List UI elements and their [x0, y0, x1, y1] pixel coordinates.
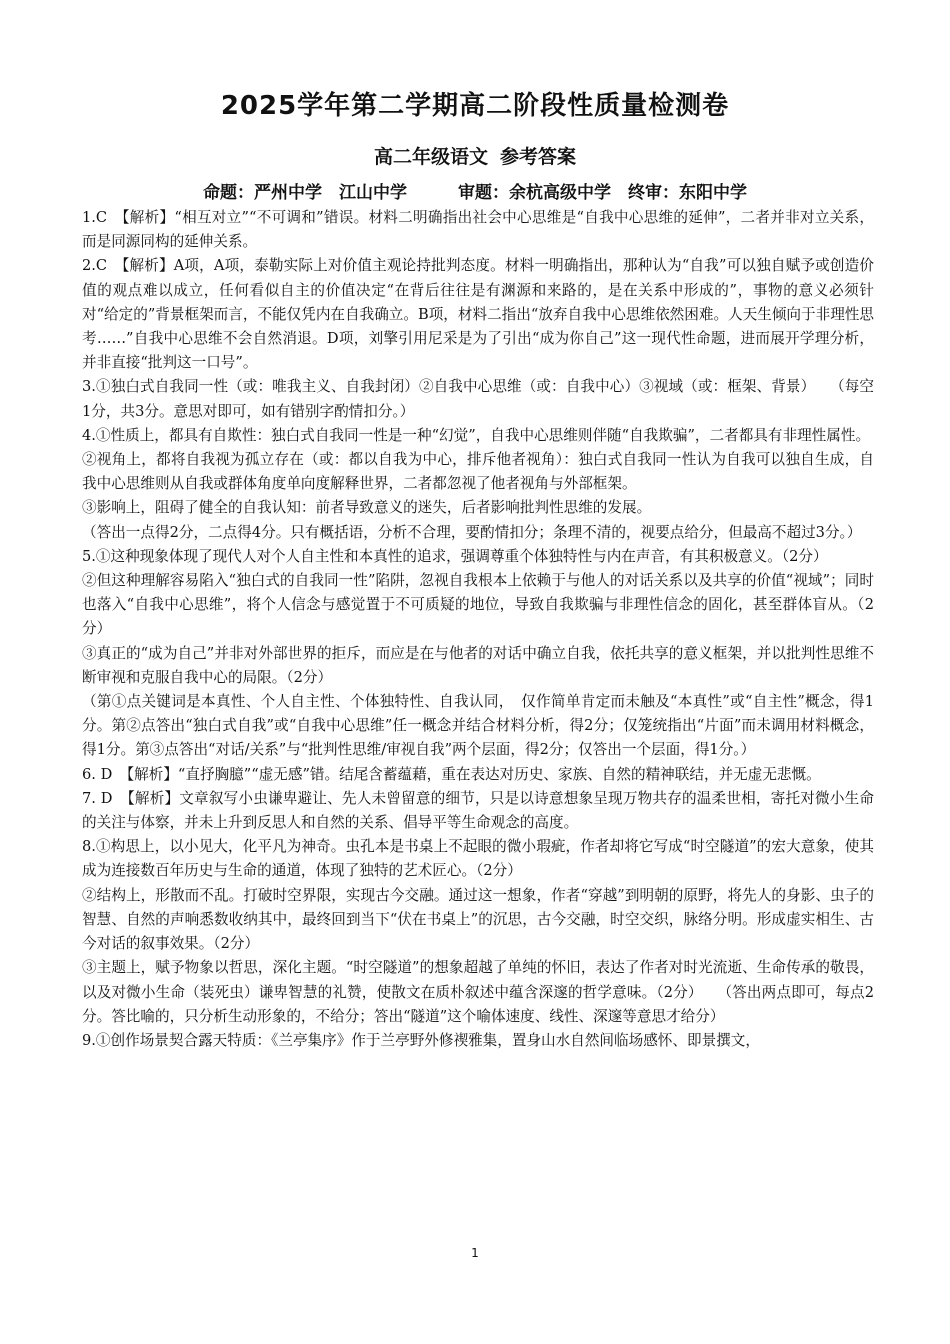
answer-paragraph: 6. D 【解析】“直抒胸臆”“虚无感”错。结尾含蓄蕴藉，重在表达对历史、家族、自然的精神联结，并无虚无悲慨。 [82, 765, 821, 783]
author-line-reviewers: 审题：余杭高级中学 终审：东阳中学 [458, 183, 747, 203]
document-subtitle [0, 143, 950, 171]
answer-paragraph: 1.C 【解析】“相互对立”“不可调和”错误。材料二明确指出社会中心思维是“自我中心思维的延伸”，二者并非对立关系，而是同源同构的延伸关系。 [82, 209, 874, 251]
page-number: 1 [471, 1246, 479, 1260]
answer-paragraph: ②但这种理解容易陷入“独白式的自我同一性”陷阱，忽视自我根本上依赖于与他人的对话关系以及共享的价值“视域”；同时也落入“自我中心思维”，将个人信念与感觉置于不可质疑的地位，导致自我欺骗与非理性信念的固化，甚至群体盲从。（2分） [82, 572, 874, 638]
answer-paragraph: 3.①独白式自我同一性（或：唯我主义、自我封闭）②自我中心思维（或：自我中心）③视域（或：框架、背景） （每空1分，共3分。意思对即可，如有错别字酌情扣分。） [82, 378, 874, 420]
document-title: 2025学年第二学期高二阶段性质量检测卷 [220, 91, 730, 121]
subtitle-answer-key: 参考答案 [500, 146, 577, 168]
answer-paragraph: 4.①性质上，都具有自欺性：独白式自我同一性是一种“幻觉”，自我中心思维则伴随“自我欺骗”，二者都具有非理性属性。 [82, 426, 871, 444]
answer-paragraph: 2.C 【解析】A项，A项，泰勒实际上对价值主观论持批判态度。材料一明确指出，那种认为“自我”可以独自赋予或创造价值的观点难以成立，任何看似自主的价值决定“在背后往往是有渊源和来路的，是在关系中形成的”，事物的意义必须针对“给定的”背景框架而言，不能仅凭内在自我确立。B项，材料二指出“放弃自我中心思维依然困难。人天生倾向于非理性思考……”自我中心思维不会自然消退。D项，刘擎引用尼采是为了引出“成为你自己”这一现代性命题，进而展开学理分析，并非直接“批判这一口号”。 [82, 257, 874, 372]
answer-paragraph: ③主题上，赋予物象以哲思，深化主题。“时空隧道”的想象超越了单纯的怀旧，表达了作者对时光流逝、生命传承的敬畏，以及对微小生命（装死虫）谦卑智慧的礼赞，使散文在质朴叙述中蕴含深邃的哲学意味。（2分） （答出两点即可，每点2分。答比喻的，只分析生动形象的，不给分；答出“隧道”这个喻体速度、线性、深邃等意思才给分） [82, 959, 874, 1025]
answer-paragraph: ②结构上，形散而不乱。打破时空界限，实现古今交融。通过这一想象，作者“穿越”到明朝的原野，将先人的身影、虫子的智慧、自然的声响悉数收纳其中，最终回到当下“伏在书桌上”的沉思，古今交融，时空交织，脉络分明。形成虚实相生、古今对话的叙事效果。（2分） [82, 886, 874, 953]
answer-paragraph: ②视角上，都将自我视为孤立存在（或：都以自我为中心，排斥他者视角）：独白式自我同一性认为自我可以独自生成，自我中心思维则从自我或群体角度单向度解释世界，二者都忽视了他者视角与外部框架。 [82, 451, 874, 493]
answer-paragraph: ③影响上，阻碍了健全的自我认知：前者导致意义的迷失，后者影响批判性思维的发展。 [82, 499, 652, 517]
answer-paragraph: 9.①创作场景契合露天特质：《兰亭集序》作于兰亭野外修禊雅集，置身山水自然间临场感怀、即景撰文， [82, 1031, 760, 1049]
answer-paragraph: 8.①构思上，以小见大，化平凡为神奇。虫孔本是书桌上不起眼的微小瑕疵，作者却将它写成“时空隧道”的宏大意象，使其成为连接数百年历史与生命的通道，体现了独特的艺术匠心。（2分） [82, 838, 874, 880]
answer-paragraph: （答出一点得2分，二点得4分。只有概括语，分析不合理，要酌情扣分；条理不清的，视要点给分，但最高不超过3分。） [82, 523, 862, 541]
answer-paragraph: 7. D 【解析】文章叙写小虫谦卑避让、先人未曾留意的细节，只是以诗意想象呈现万物共存的温柔世相，寄托对微小生命的关注与体察，并未上升到反思人和自然的关系、倡导平等生命观念的高度。 [82, 789, 874, 832]
answer-paragraph: 5.①这种现象体现了现代人对个人自主性和本真性的追求，强调尊重个体独特性与内在声音，有其积极意义。（2分） [82, 547, 828, 565]
answer-paragraph: ③真正的“成为自己”并非对外部世界的拒斥，而应是在与他者的对话中确立自我，依托共享的意义框架，并以批判性思维不断审视和克服自我中心的局限。（2分） [82, 644, 874, 686]
author-line [0, 180, 950, 206]
author-line-setters: 命题：严州中学 江山中学 [203, 183, 407, 203]
answer-paragraph: （第①点关键词是本真性、个人自主性、个体独特性、自我认同， 仅作简单肯定而未触及“本真性”或“自主性”概念，得1分。第②点答出“独白式自我”或“自我中心思维”任一概念并结合材料分析，得2分；仅笼统指出“片面”而未调用材料概念，得1分。第③点答出“对话/关系”与“批判性思维/审视自我”两个层面，得2分；仅答出一个层面，得1分。） [82, 693, 874, 759]
answer-content [82, 206, 874, 1053]
subtitle-grade-subject: 高二年级语文 [373, 146, 488, 168]
